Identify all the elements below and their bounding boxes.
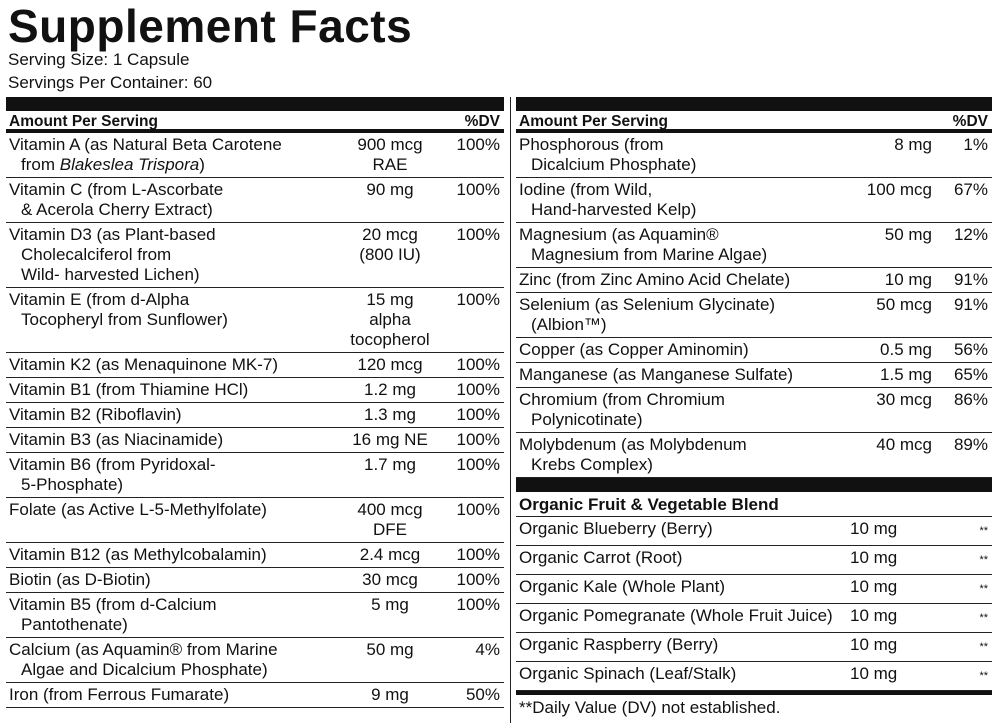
nutrient-name <box>9 225 344 285</box>
nutrient-name-line: Vitamin E (from d-Alpha <box>9 290 190 309</box>
nutrient-name-line: Pantothenate) <box>21 615 128 634</box>
nutrient-row <box>6 178 504 223</box>
nutrient-name-line: Chromium (from Chromium <box>519 390 725 409</box>
nutrient-name-line: Vitamin B3 (as Niacinamide) <box>9 430 224 449</box>
blend-dv: ** <box>979 554 988 566</box>
nutrient-amount: 30 mcg <box>362 570 418 589</box>
blend-amount: 10 mg <box>850 664 898 683</box>
blend-row <box>516 546 992 575</box>
column-divider <box>510 97 511 723</box>
nutrient-name-line: Polynicotinate) <box>531 410 643 429</box>
nutrient-amount: 1.3 mg <box>364 405 416 424</box>
servings-per-container: Servings Per Container: 60 <box>8 73 213 92</box>
nutrient-name-line: Wild- harvested Lichen) <box>21 265 200 284</box>
blend-ingredient: Organic Raspberry (Berry) <box>519 635 719 654</box>
nutrient-name-line: Vitamin K2 (as Menaquinone MK-7) <box>9 355 278 374</box>
nutrient-amount: 0.5 mg <box>880 340 932 359</box>
nutrient-name <box>519 135 832 175</box>
nutrient-name <box>9 545 344 565</box>
nutrient-amount: 8 mg <box>894 135 932 154</box>
nutrient-dv: 100% <box>456 380 500 399</box>
nutrient-row <box>6 453 504 498</box>
nutrient-name <box>519 295 832 335</box>
nutrient-dv: 65% <box>953 365 988 384</box>
nutrient-row <box>516 433 992 478</box>
blend-amount: 10 mg <box>850 606 898 625</box>
nutrient-row <box>516 338 992 363</box>
nutrient-row <box>6 378 504 403</box>
column-header <box>6 111 504 133</box>
nutrient-name <box>9 430 344 450</box>
blend-list <box>516 517 992 691</box>
nutrient-amount: 10 mg <box>884 270 932 289</box>
blend-row <box>516 633 992 662</box>
thick-rule <box>516 478 992 492</box>
nutrient-name-line: 5-Phosphate) <box>21 475 124 494</box>
blend-amount: 10 mg <box>850 548 898 567</box>
nutrient-row <box>516 133 992 178</box>
nutrient-amount: 15 mg alpha tocopherol <box>350 290 430 349</box>
nutrient-dv: 91% <box>953 270 988 289</box>
nutrient-dv: 100% <box>456 180 500 199</box>
nutrient-name <box>519 270 832 290</box>
nutrient-dv: 100% <box>456 290 500 309</box>
nutrient-dv: 100% <box>456 405 500 424</box>
nutrient-name <box>9 180 344 220</box>
dv-header: %DV <box>464 113 500 130</box>
nutrient-name <box>9 355 344 375</box>
nutrient-dv: 100% <box>456 430 500 449</box>
nutrient-dv: 86% <box>953 390 988 409</box>
nutrient-row <box>6 223 504 288</box>
nutrient-name-line: Krebs Complex) <box>531 455 653 474</box>
nutrient-name-line: Vitamin D3 (as Plant-based <box>9 225 216 244</box>
nutrient-name <box>519 365 832 385</box>
column-header <box>516 111 992 133</box>
nutrient-name <box>519 225 832 265</box>
right-column <box>516 97 992 723</box>
nutrient-amount: 900 mcg RAE <box>357 135 423 174</box>
blend-dv: ** <box>979 612 988 624</box>
nutrient-name-line: Vitamin A (as Natural Beta Carotene <box>9 135 282 154</box>
blend-ingredient: Organic Pomegranate (Whole Fruit Juice) <box>519 606 833 625</box>
nutrient-dv: 100% <box>456 355 500 374</box>
nutrient-name-line: Copper (as Copper Aminomin) <box>519 340 749 359</box>
nutrient-dv: 12% <box>953 225 988 244</box>
blend-ingredient: Organic Kale (Whole Plant) <box>519 577 725 596</box>
nutrient-amount: 100 mcg <box>866 180 932 199</box>
nutrient-amount: 9 mg <box>371 685 409 704</box>
nutrient-row <box>6 403 504 428</box>
nutrient-row <box>6 683 504 708</box>
nutrient-row <box>6 568 504 593</box>
nutrient-dv: 50% <box>465 685 500 704</box>
nutrient-name-line: Magnesium from Marine Algae) <box>531 245 768 264</box>
blend-ingredient: Organic Spinach (Leaf/Stalk) <box>519 664 737 683</box>
nutrient-amount: 50 mcg <box>876 295 932 314</box>
nutrient-dv: 100% <box>456 500 500 519</box>
blend-row <box>516 604 992 633</box>
nutrient-amount: 1.2 mg <box>364 380 416 399</box>
nutrient-row <box>6 428 504 453</box>
nutrient-row <box>516 268 992 293</box>
label-title: Supplement Facts <box>8 0 413 52</box>
nutrient-row <box>6 133 504 178</box>
nutrient-name <box>519 340 832 360</box>
amount-per-serving-header: Amount Per Serving <box>9 113 158 130</box>
blend-row <box>516 575 992 604</box>
nutrient-row <box>516 223 992 268</box>
nutrient-name-line: Zinc (from Zinc Amino Acid Chelate) <box>519 270 791 289</box>
nutrient-dv: 89% <box>953 435 988 454</box>
nutrient-name-line: Vitamin B6 (from Pyridoxal- <box>9 455 216 474</box>
nutrient-name <box>9 405 344 425</box>
nutrient-name <box>9 640 344 680</box>
nutrient-amount: 16 mg NE <box>352 430 428 449</box>
nutrient-dv: 4% <box>475 640 500 659</box>
nutrient-row <box>6 543 504 568</box>
nutrient-name-line: Molybdenum (as Molybdenum <box>519 435 747 454</box>
nutrient-name-line: Vitamin B12 (as Methylcobalamin) <box>9 545 267 564</box>
blend-dv: ** <box>979 641 988 653</box>
nutrient-row <box>516 293 992 338</box>
nutrient-dv: 100% <box>456 225 500 244</box>
blend-amount: 10 mg <box>850 577 898 596</box>
nutrient-row <box>6 498 504 543</box>
nutrient-name <box>9 455 344 495</box>
nutrient-name <box>9 290 344 350</box>
nutrient-dv: 100% <box>456 135 500 154</box>
nutrient-row <box>6 353 504 378</box>
nutrient-amount: 90 mg <box>366 180 414 199</box>
nutrient-name <box>519 435 832 475</box>
nutrient-name-line: Phosphorous (from <box>519 135 664 154</box>
nutrient-amount: 400 mcg DFE <box>357 500 423 539</box>
nutrient-dv: 100% <box>456 455 500 474</box>
nutrient-name-line: from Blakeslea Trispora) <box>21 155 205 174</box>
nutrient-dv: 91% <box>953 295 988 314</box>
nutrient-name <box>9 685 344 705</box>
nutrient-name-line: Algae and Dicalcium Phosphate) <box>21 660 268 679</box>
species-name: Blakeslea Trispora <box>59 155 200 174</box>
blend-dv: ** <box>979 525 988 537</box>
nutrient-row <box>516 363 992 388</box>
nutrient-name-line: Vitamin C (from L-Ascorbate <box>9 180 224 199</box>
nutrient-name-line: Vitamin B1 (from Thiamine HCl) <box>9 380 249 399</box>
blend-row <box>516 662 992 691</box>
nutrient-name-line: Hand-harvested Kelp) <box>531 200 697 219</box>
nutrient-row <box>6 593 504 638</box>
nutrient-dv: 100% <box>456 595 500 614</box>
nutrient-name-line: Cholecalciferol from <box>21 245 172 264</box>
nutrient-name-line: Selenium (as Selenium Glycinate) <box>519 295 776 314</box>
nutrient-amount: 1.7 mg <box>364 455 416 474</box>
nutrient-name <box>519 390 832 430</box>
nutrient-row <box>6 288 504 353</box>
nutrient-amount: 40 mcg <box>876 435 932 454</box>
nutrient-amount: 50 mg <box>884 225 932 244</box>
right-nutrient-list <box>516 133 992 478</box>
nutrient-amount: 50 mg <box>366 640 414 659</box>
amount-per-serving-header: Amount Per Serving <box>519 113 668 130</box>
nutrient-amount: 20 mcg (800 IU) <box>359 225 421 264</box>
nutrient-row <box>6 638 504 683</box>
nutrient-name <box>9 380 344 400</box>
nutrient-dv: 56% <box>953 340 988 359</box>
thick-rule <box>6 97 504 111</box>
nutrient-name-line: Calcium (as Aquamin® from Marine <box>9 640 278 659</box>
nutrient-name <box>9 595 344 635</box>
nutrient-amount: 120 mcg <box>357 355 423 374</box>
nutrient-name-line: Vitamin B2 (Riboflavin) <box>9 405 182 424</box>
blend-title: Organic Fruit & Vegetable Blend <box>516 492 992 517</box>
footnote: **Daily Value (DV) not established. <box>519 698 781 717</box>
blend-amount: 10 mg <box>850 519 898 538</box>
nutrient-name-line: & Acerola Cherry Extract) <box>21 200 213 219</box>
nutrient-name-line: Biotin (as D-Biotin) <box>9 570 151 589</box>
nutrient-dv: 100% <box>456 545 500 564</box>
nutrient-name-line: Iodine (from Wild, <box>519 180 653 199</box>
nutrient-name-line: Manganese (as Manganese Sulfate) <box>519 365 794 384</box>
nutrient-name-line: Tocopheryl from Sunflower) <box>21 310 228 329</box>
nutrient-name-line: Magnesium (as Aquamin® <box>519 225 719 244</box>
nutrient-name-line: Dicalcium Phosphate) <box>531 155 697 174</box>
blend-row <box>516 517 992 546</box>
blend-amount: 10 mg <box>850 635 898 654</box>
blend-dv: ** <box>979 670 988 682</box>
nutrient-name-line: (Albion™) <box>531 315 607 334</box>
dv-header: %DV <box>952 113 988 130</box>
blend-ingredient: Organic Blueberry (Berry) <box>519 519 713 538</box>
nutrient-dv: 67% <box>953 180 988 199</box>
left-nutrient-list <box>6 133 504 708</box>
nutrient-name <box>9 570 344 590</box>
nutrient-amount: 30 mcg <box>876 390 932 409</box>
blend-dv: ** <box>979 583 988 595</box>
blend-ingredient: Organic Carrot (Root) <box>519 548 683 567</box>
nutrient-name <box>519 180 832 220</box>
nutrient-row <box>516 388 992 433</box>
thick-rule <box>516 97 992 111</box>
nutrient-amount: 2.4 mcg <box>359 545 421 564</box>
nutrient-name-line: Vitamin B5 (from d-Calcium <box>9 595 217 614</box>
nutrient-amount: 1.5 mg <box>880 365 932 384</box>
nutrient-row <box>516 178 992 223</box>
nutrient-name <box>9 135 344 175</box>
nutrient-amount: 5 mg <box>371 595 409 614</box>
nutrient-name-line: Folate (as Active L-5-Methylfolate) <box>9 500 267 519</box>
nutrient-dv: 100% <box>456 570 500 589</box>
serving-size: Serving Size: 1 Capsule <box>8 50 190 69</box>
nutrient-name <box>9 500 344 540</box>
nutrient-dv: 1% <box>963 135 988 154</box>
nutrient-name-line: Iron (from Ferrous Fumarate) <box>9 685 230 704</box>
left-column <box>6 97 504 723</box>
